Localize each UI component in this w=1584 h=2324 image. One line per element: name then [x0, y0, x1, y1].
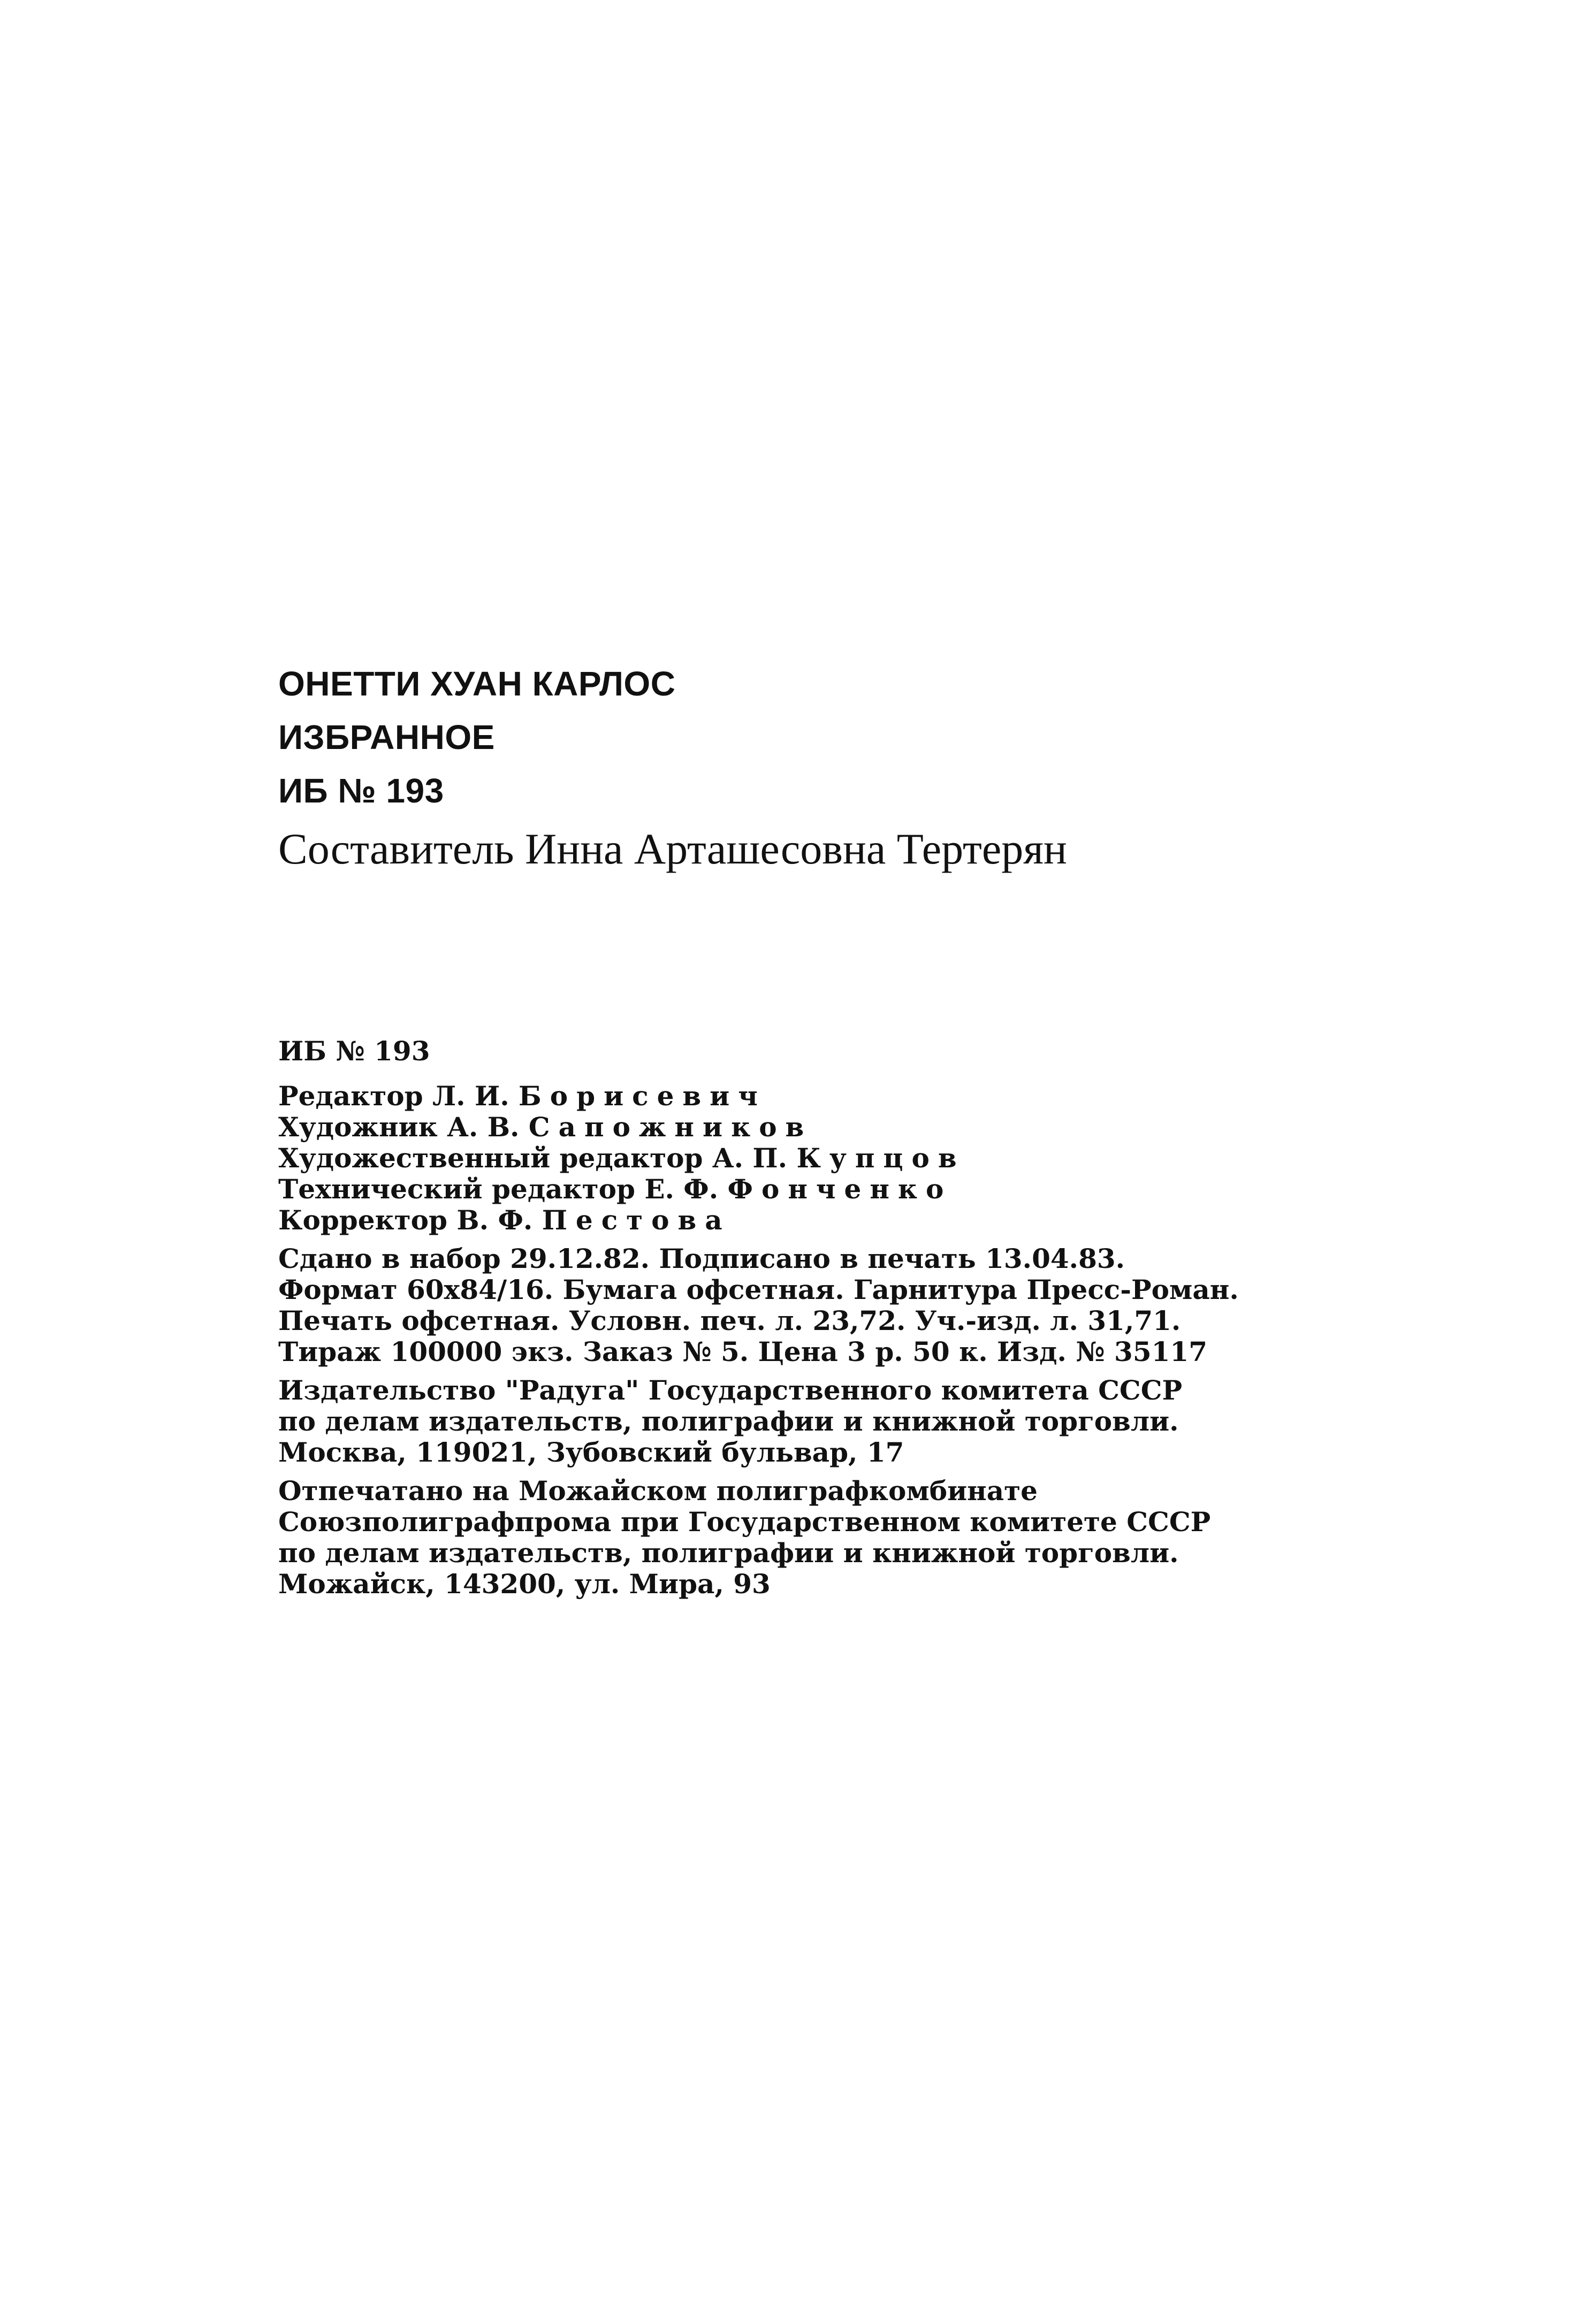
- book-title: ИЗБРАННОЕ: [278, 718, 495, 756]
- author-name: ОНЕТТИ ХУАН КАРЛОС: [278, 664, 676, 703]
- staff-role: Технический редактор Е. Ф.: [278, 1173, 728, 1205]
- staff-name: Купцов: [796, 1142, 965, 1174]
- printer-line: Отпечатано на Можайском полиграфкомбинате: [278, 1475, 1038, 1507]
- staff-name: Фонченко: [727, 1173, 953, 1205]
- printer-line: по делам издательств, полиграфии и книжной торговли.: [278, 1537, 1179, 1569]
- staff-line: [278, 1143, 1541, 1174]
- staff-name: Пестова: [542, 1204, 731, 1236]
- printer-line: Союзполиграфпрома при Государственном комитете СССР: [278, 1506, 1211, 1538]
- printer-line: Можайск, 143200, ул. Мира, 93: [278, 1568, 771, 1600]
- print-detail-line: Тираж 100000 экз. Заказ № 5. Цена 3 р. 50 к. Изд. № 35117: [278, 1336, 1208, 1367]
- print-detail-line: Сдано в набор 29.12.82. Подписано в печать 13.04.83.: [278, 1243, 1125, 1274]
- staff-line: [278, 1081, 1541, 1112]
- title-block: [278, 657, 1456, 878]
- staff-name: Борисевич: [519, 1080, 766, 1112]
- print-detail-line: Печать офсетная. Условн. печ. л. 23,72. Уч.-изд. л. 31,71.: [278, 1305, 1181, 1336]
- printer-info: [278, 1476, 1541, 1600]
- staff-line: [278, 1205, 1541, 1236]
- ib-number-header: ИБ № 193: [278, 771, 444, 810]
- compiler-line: Составитель Инна Арташесовна Тертерян: [278, 824, 1067, 873]
- staff-name: Сапожников: [528, 1111, 813, 1143]
- staff-role: Художник А. В.: [278, 1111, 529, 1143]
- publisher-info: [278, 1375, 1541, 1468]
- print-details: [278, 1243, 1541, 1367]
- staff-credits: [278, 1081, 1541, 1236]
- publisher-line: по делам издательств, полиграфии и книжной торговли.: [278, 1405, 1179, 1437]
- staff-role: Редактор Л. И.: [278, 1080, 519, 1112]
- print-detail-line: Формат 60х84/16. Бумага офсетная. Гарнитура Пресс-Роман.: [278, 1274, 1239, 1305]
- publisher-line: Издательство "Радуга" Государственного комитета СССР: [278, 1374, 1183, 1406]
- staff-role: Корректор В. Ф.: [278, 1204, 542, 1236]
- staff-line: [278, 1112, 1541, 1143]
- ib-number: ИБ № 193: [278, 1035, 430, 1067]
- publisher-line: Москва, 119021, Зубовский бульвар, 17: [278, 1436, 904, 1468]
- staff-role: Художественный редактор А. П.: [278, 1142, 797, 1174]
- staff-line: [278, 1174, 1541, 1205]
- imprint-block: [278, 1033, 1541, 1607]
